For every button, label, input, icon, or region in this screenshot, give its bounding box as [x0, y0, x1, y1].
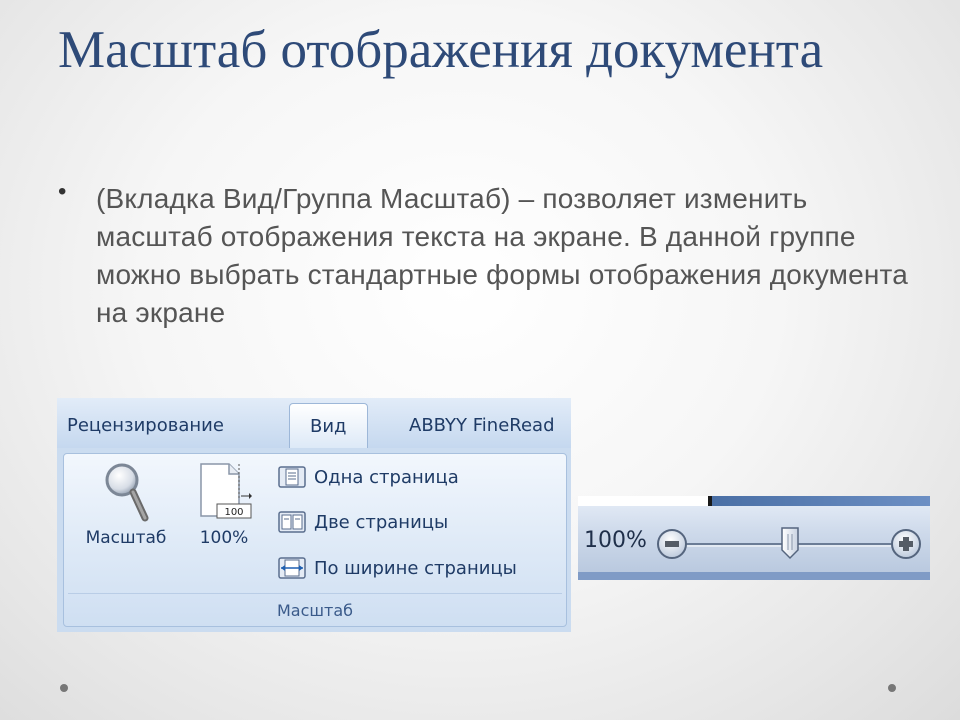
zoom-100-label: 100% [199, 528, 249, 548]
plus-icon[interactable] [892, 530, 920, 558]
zoom-100-button[interactable] [188, 460, 260, 548]
one-page-icon [278, 466, 306, 488]
zoom-button-label: Масштаб [85, 528, 167, 548]
slide-body-text: (Вкладка Вид/Группа Масштаб) – позволяет изменить масштаб отображения текста на экране. В данной группе можно выбрать стандартные формы отображения документа на экране [96, 183, 909, 328]
page-width-label: По ширине страницы [314, 557, 517, 579]
two-pages-button[interactable] [278, 507, 448, 537]
status-strip [578, 496, 930, 506]
page-100-badge: 100 [224, 507, 244, 518]
zoom-group [63, 453, 567, 627]
two-pages-icon [278, 511, 306, 533]
bullet-marker: • [58, 178, 67, 205]
minus-icon[interactable] [658, 530, 686, 558]
zoom-button[interactable] [70, 460, 182, 548]
one-page-button[interactable] [278, 462, 459, 492]
ribbon-tab-bar [57, 398, 571, 448]
slide-dot-right [888, 684, 896, 692]
zoom-slider-screenshot [578, 496, 930, 580]
magnifier-icon [101, 460, 151, 524]
one-page-label: Одна страница [314, 466, 459, 488]
tab-view[interactable]: Вид [289, 403, 368, 448]
group-label: Масштаб [276, 601, 354, 620]
tab-abbyy-finereader[interactable]: ABBYY FineRead [409, 415, 555, 436]
slide-dot-left [60, 684, 68, 692]
zoom-percent[interactable]: 100% [584, 528, 647, 553]
ribbon-screenshot [57, 398, 571, 632]
two-pages-label: Две страницы [314, 511, 449, 533]
group-separator [68, 593, 562, 594]
zoom-bar-bottom [578, 572, 930, 580]
tab-review[interactable]: Рецензирование [67, 415, 224, 436]
slide-title: Масштаб отображения документа [58, 21, 824, 79]
page-100-icon [195, 460, 253, 524]
zoom-slider-track [656, 516, 924, 572]
page-width-icon [278, 557, 306, 579]
page-width-button[interactable] [278, 553, 517, 583]
slider-thumb[interactable] [782, 528, 798, 558]
